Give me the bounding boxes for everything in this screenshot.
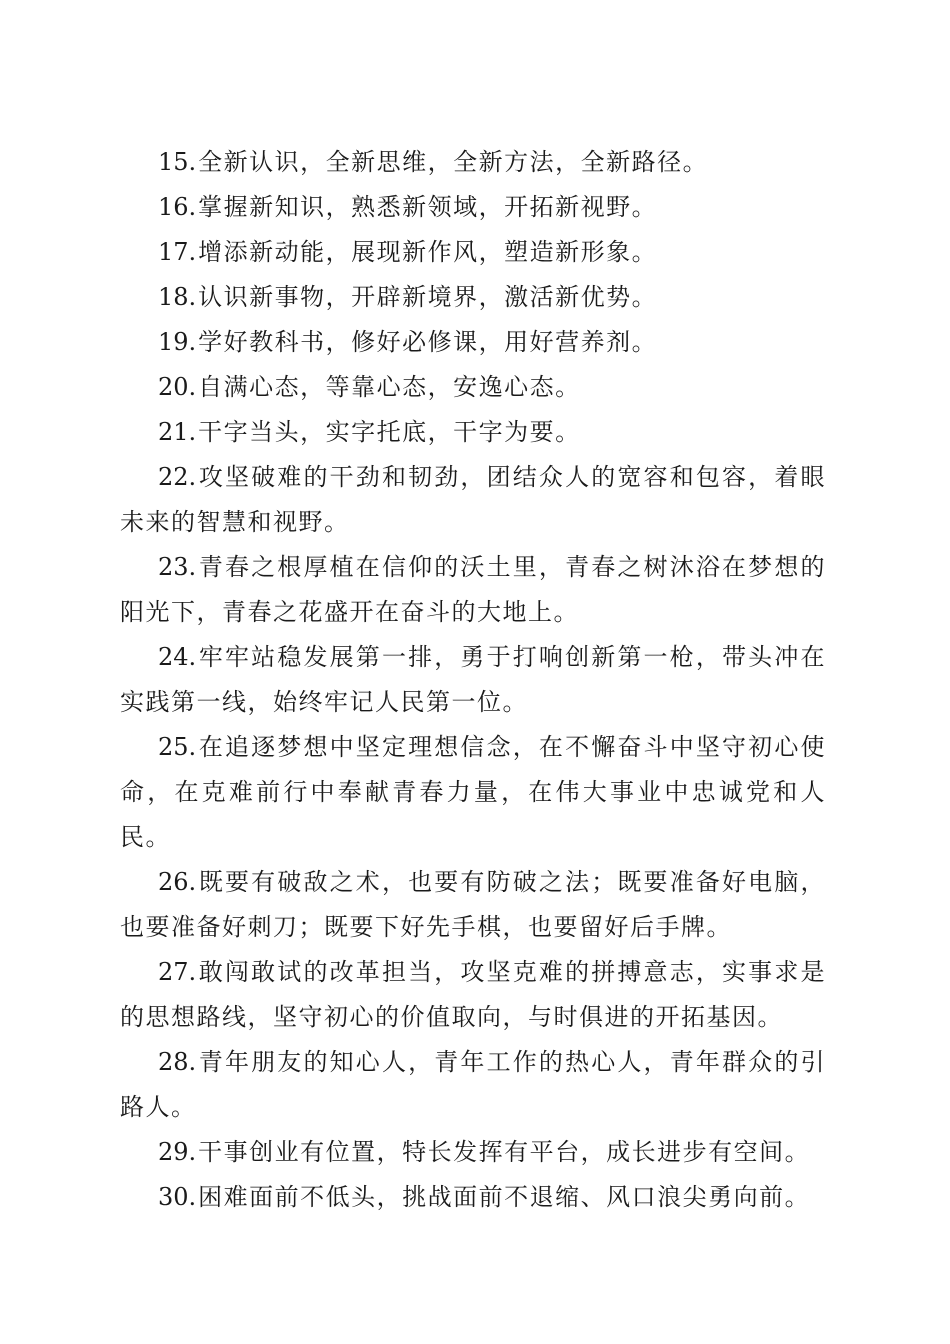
item-number: 28.: [158, 1048, 197, 1076]
list-item: [120, 545, 826, 635]
list-item: [120, 1040, 826, 1130]
list-item: [120, 860, 826, 950]
list-item: [120, 365, 826, 410]
list-item: [120, 1175, 826, 1220]
list-item: [120, 725, 826, 860]
item-number: 15.: [158, 148, 197, 176]
item-text: 在追逐梦想中坚定理想信念，在不懈奋斗中坚守初心使命，在克难前行中奉献青春力量，在伟大事业中忠诚党和人民。: [120, 733, 826, 851]
item-text: 掌握新知识，熟悉新领域，开拓新视野。: [198, 193, 658, 221]
item-number: 17.: [158, 238, 197, 266]
item-text: 干字当头，实字托底，干字为要。: [198, 418, 581, 446]
list-item: [120, 455, 826, 545]
list-item: [120, 410, 826, 455]
item-number: 19.: [158, 328, 197, 356]
list-item: [120, 950, 826, 1040]
item-text: 青年朋友的知心人，青年工作的热心人，青年群众的引路人。: [120, 1048, 826, 1121]
item-number: 21.: [158, 418, 197, 446]
item-text: 敢闯敢试的改革担当，攻坚克难的拼搏意志，实事求是的思想路线，坚守初心的价值取向，与时俱进的开拓基因。: [120, 958, 826, 1031]
list-item: [120, 230, 826, 275]
item-number: 20.: [158, 373, 197, 401]
document-page: [120, 140, 826, 1220]
list-item: [120, 140, 826, 185]
item-text: 既要有破敌之术，也要有防破之法；既要准备好电脑，也要准备好刺刀；既要下好先手棋，也要留好后手牌。: [120, 868, 826, 941]
item-text: 困难面前不低头，挑战面前不退缩、风口浪尖勇向前。: [198, 1183, 811, 1211]
item-text: 青春之根厚植在信仰的沃土里，青春之树沐浴在梦想的阳光下，青春之花盛开在奋斗的大地上。: [120, 553, 826, 626]
item-text: 自满心态，等靠心态，安逸心态。: [198, 373, 581, 401]
item-number: 26.: [158, 868, 197, 896]
list-item: [120, 635, 826, 725]
item-number: 16.: [158, 193, 197, 221]
list-item: [120, 1130, 826, 1175]
item-text: 干事创业有位置，特长发挥有平台，成长进步有空间。: [198, 1138, 811, 1166]
item-text: 牢牢站稳发展第一排，勇于打响创新第一枪，带头冲在实践第一线，始终牢记人民第一位。: [120, 643, 826, 716]
item-text: 攻坚破难的干劲和韧劲，团结众人的宽容和包容，着眼未来的智慧和视野。: [120, 463, 826, 536]
item-text: 认识新事物，开辟新境界，激活新优势。: [198, 283, 658, 311]
list-item: [120, 275, 826, 320]
list-item: [120, 320, 826, 365]
item-text: 全新认识，全新思维，全新方法，全新路径。: [198, 148, 709, 176]
item-number: 29.: [158, 1138, 197, 1166]
item-text: 学好教科书，修好必修课，用好营养剂。: [198, 328, 658, 356]
item-number: 25.: [158, 733, 197, 761]
item-number: 27.: [158, 958, 197, 986]
list-item: [120, 185, 826, 230]
item-number: 30.: [158, 1183, 197, 1211]
item-number: 23.: [158, 553, 197, 581]
item-number: 22.: [158, 463, 197, 491]
item-number: 18.: [158, 283, 197, 311]
item-number: 24.: [158, 643, 197, 671]
item-text: 增添新动能，展现新作风，塑造新形象。: [198, 238, 658, 266]
